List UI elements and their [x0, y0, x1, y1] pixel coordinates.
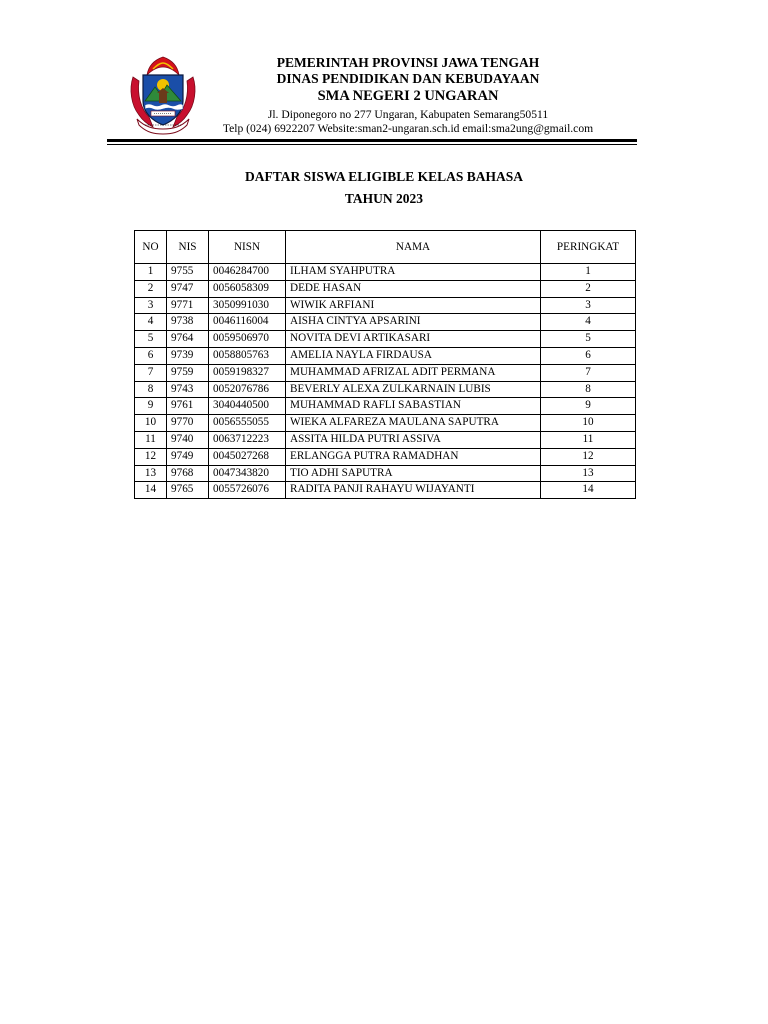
cell-nis: 9738: [167, 314, 209, 331]
table-body: [135, 264, 636, 499]
table-row: [135, 398, 636, 415]
letterhead-school-name: SMA NEGERI 2 UNGARAN: [317, 88, 499, 104]
cell-nama: AISHA CINTYA APSARINI: [286, 314, 541, 331]
emblem-graphic: [127, 55, 199, 135]
cell-nama: WIWIK ARFIANI: [286, 297, 541, 314]
cell-nis: 9765: [167, 482, 209, 499]
cell-nisn: 3040440500: [209, 398, 286, 415]
cell-nisn: 0045027268: [209, 448, 286, 465]
cell-peringkat: 11: [541, 431, 636, 448]
cell-no: 6: [135, 347, 167, 364]
cell-no: 7: [135, 364, 167, 381]
letterhead-divider-thick: [107, 139, 637, 142]
document-year: TAHUN 2023: [344, 191, 424, 206]
cell-nis: 9739: [167, 347, 209, 364]
letterhead-contact: Telp (024) 6922207 Website:sman2-ungaran.sch.id email:sma2ung@gmail.com: [222, 122, 594, 135]
cell-no: 5: [135, 331, 167, 348]
cell-peringkat: 5: [541, 331, 636, 348]
cell-nama: BEVERLY ALEXA ZULKARNAIN LUBIS: [286, 381, 541, 398]
cell-peringkat: 8: [541, 381, 636, 398]
letterhead-divider-thin: [107, 144, 637, 145]
cell-peringkat: 12: [541, 448, 636, 465]
table-row: [135, 264, 636, 281]
cell-no: 4: [135, 314, 167, 331]
column-header-nis: NIS: [167, 231, 209, 264]
cell-nisn: 0056058309: [209, 280, 286, 297]
cell-no: 12: [135, 448, 167, 465]
table-row: [135, 465, 636, 482]
cell-nama: DEDE HASAN: [286, 280, 541, 297]
cell-peringkat: 4: [541, 314, 636, 331]
cell-nisn: 0059506970: [209, 331, 286, 348]
cell-nis: 9761: [167, 398, 209, 415]
central-java-emblem-icon: [127, 55, 199, 135]
cell-nisn: 0059198327: [209, 364, 286, 381]
cell-no: 8: [135, 381, 167, 398]
table-row: [135, 364, 636, 381]
cell-nisn: 0047343820: [209, 465, 286, 482]
cell-nama: ERLANGGA PUTRA RAMADHAN: [286, 448, 541, 465]
cell-peringkat: 6: [541, 347, 636, 364]
cell-nisn: 0046116004: [209, 314, 286, 331]
cell-nis: 9759: [167, 364, 209, 381]
table-row: [135, 331, 636, 348]
column-header-no: NO: [135, 231, 167, 264]
letterhead-department: DINAS PENDIDIKAN DAN KEBUDAYAAN: [276, 71, 540, 86]
letterhead-government: PEMERINTAH PROVINSI JAWA TENGAH: [276, 55, 540, 70]
cell-nisn: 0056555055: [209, 415, 286, 432]
cell-nis: 9749: [167, 448, 209, 465]
cell-nama: TIO ADHI SAPUTRA: [286, 465, 541, 482]
cell-nama: ASSITA HILDA PUTRI ASSIVA: [286, 431, 541, 448]
cell-no: 14: [135, 482, 167, 499]
cell-no: 13: [135, 465, 167, 482]
cell-peringkat: 14: [541, 482, 636, 499]
cell-no: 11: [135, 431, 167, 448]
cell-nis: 9764: [167, 331, 209, 348]
cell-peringkat: 13: [541, 465, 636, 482]
cell-nis: 9747: [167, 280, 209, 297]
cell-nisn: 0046284700: [209, 264, 286, 281]
cell-nis: 9755: [167, 264, 209, 281]
column-header-peringkat: PERINGKAT: [541, 231, 636, 264]
cell-no: 3: [135, 297, 167, 314]
letterhead: [190, 55, 626, 136]
table-row: [135, 448, 636, 465]
table-row: [135, 297, 636, 314]
table-row: [135, 347, 636, 364]
cell-nama: MUHAMMAD RAFLI SABASTIAN: [286, 398, 541, 415]
cell-nisn: 3050991030: [209, 297, 286, 314]
cell-nama: ILHAM SYAHPUTRA: [286, 264, 541, 281]
cell-no: 10: [135, 415, 167, 432]
cell-no: 9: [135, 398, 167, 415]
cell-nama: NOVITA DEVI ARTIKASARI: [286, 331, 541, 348]
cell-nama: WIEKA ALFAREZA MAULANA SAPUTRA: [286, 415, 541, 432]
cell-peringkat: 1: [541, 264, 636, 281]
table-row: [135, 280, 636, 297]
table-row: [135, 431, 636, 448]
cell-nis: 9771: [167, 297, 209, 314]
cell-nis: 9740: [167, 431, 209, 448]
column-header-nama: NAMA: [286, 231, 541, 264]
cell-nisn: 0058805763: [209, 347, 286, 364]
cell-nis: 9768: [167, 465, 209, 482]
table-row: [135, 482, 636, 499]
cell-nis: 9770: [167, 415, 209, 432]
student-eligibility-table: [134, 230, 636, 499]
table-row: [135, 314, 636, 331]
cell-nama: MUHAMMAD AFRIZAL ADIT PERMANA: [286, 364, 541, 381]
column-header-nisn: NISN: [209, 231, 286, 264]
cell-nisn: 0063712223: [209, 431, 286, 448]
table-row: [135, 381, 636, 398]
document-title: DAFTAR SISWA ELIGIBLE KELAS BAHASA: [244, 169, 524, 184]
cell-nisn: 0055726076: [209, 482, 286, 499]
cell-no: 2: [135, 280, 167, 297]
cell-peringkat: 7: [541, 364, 636, 381]
cell-peringkat: 3: [541, 297, 636, 314]
cell-nama: RADITA PANJI RAHAYU WIJAYANTI: [286, 482, 541, 499]
cell-nis: 9743: [167, 381, 209, 398]
letterhead-address: Jl. Diponegoro no 277 Ungaran, Kabupaten Semarang50511: [267, 108, 549, 121]
table-row: [135, 415, 636, 432]
cell-peringkat: 10: [541, 415, 636, 432]
cell-nisn: 0052076786: [209, 381, 286, 398]
cell-peringkat: 9: [541, 398, 636, 415]
cell-peringkat: 2: [541, 280, 636, 297]
table-header-row: [135, 231, 636, 264]
cell-no: 1: [135, 264, 167, 281]
cell-nama: AMELIA NAYLA FIRDAUSA: [286, 347, 541, 364]
